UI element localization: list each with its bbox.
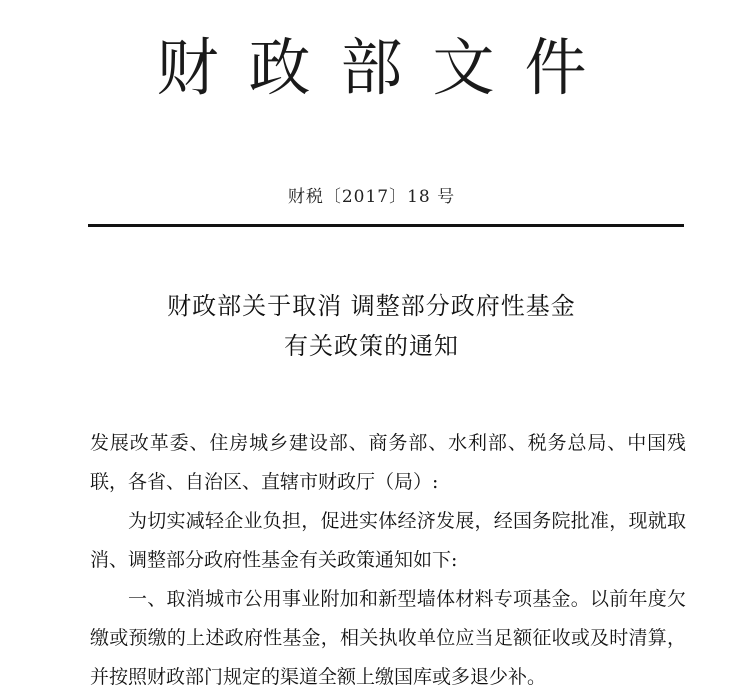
intro-paragraph: 为切实减轻企业负担，促进实体经济发展，经国务院批准，现就取消、调整部分政府性基金有关政策通知如下: bbox=[90, 510, 686, 571]
document-number: 财税〔2017〕18 号 bbox=[287, 187, 456, 207]
item-one-paragraph: 一、取消城市公用事业附加和新型墙体材料专项基金。以前年度欠缴或预缴的上述政府性基金，相关执收单位应当足额征收或及时清算，并按照财政部门规定的渠道全额上缴国库或多退少补。 bbox=[90, 588, 686, 688]
title-line-1: 财政部关于取消 调整部分政府性基金 bbox=[167, 292, 576, 320]
issuer-header: 财政部文件 bbox=[156, 31, 617, 104]
document-body bbox=[90, 424, 686, 688]
document-title bbox=[0, 286, 743, 366]
header-divider bbox=[88, 224, 684, 227]
recipients-paragraph: 发展改革委、住房城乡建设部、商务部、水利部、税务总局、中国残联，各省、自治区、直辖市财政厅（局）: bbox=[90, 432, 686, 493]
title-line-2: 有关政策的通知 bbox=[284, 332, 459, 360]
